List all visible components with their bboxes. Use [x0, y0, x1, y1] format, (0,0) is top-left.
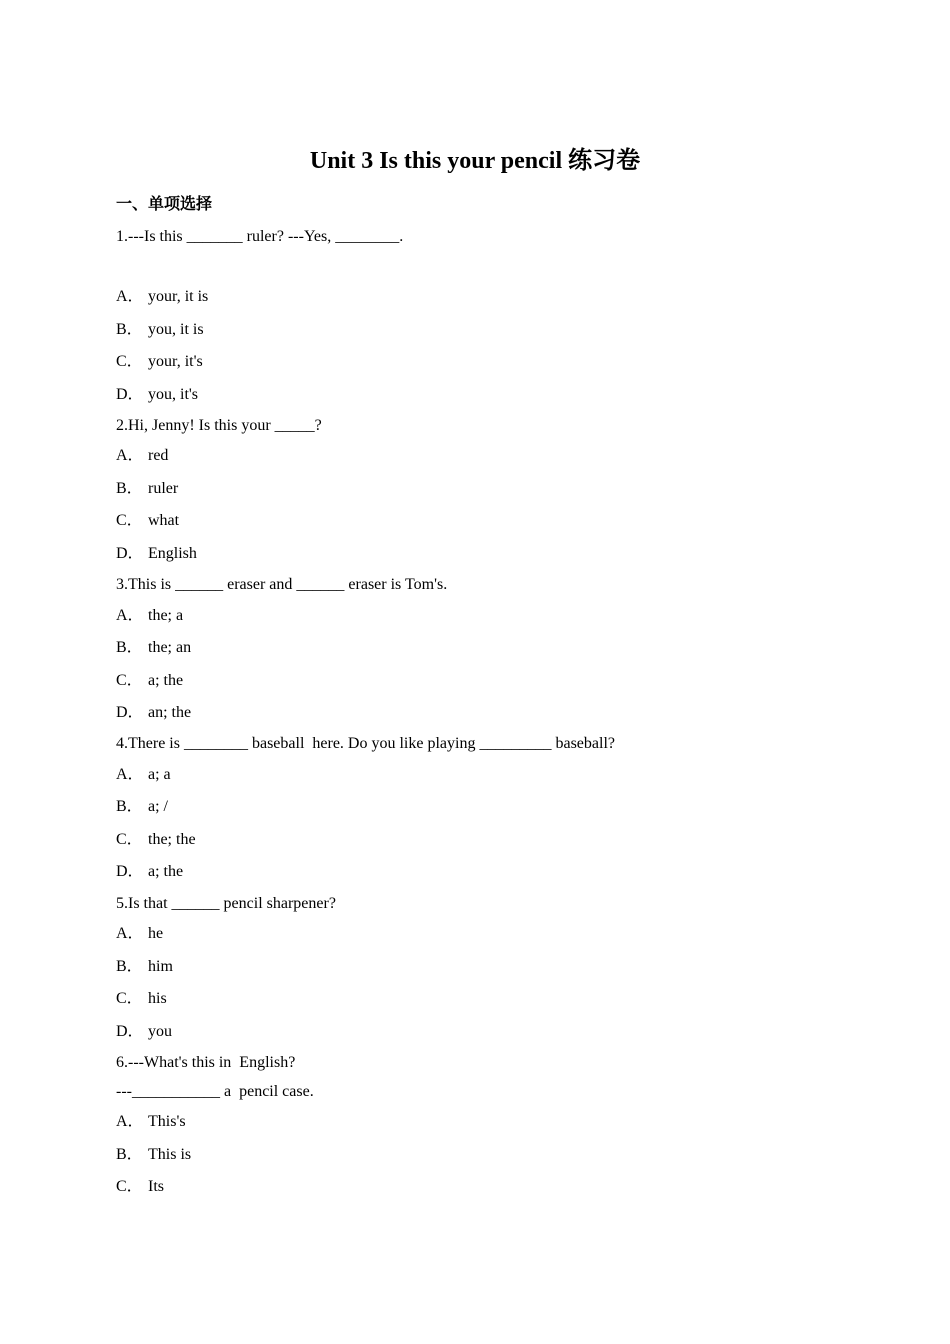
option-line — [116, 957, 173, 977]
option-text: you — [148, 1023, 172, 1040]
option-letter: A． — [116, 607, 144, 624]
option-letter: B． — [116, 321, 143, 338]
option-letter: D． — [116, 545, 144, 562]
option-text: red — [148, 447, 169, 464]
option-letter: C． — [116, 353, 143, 370]
option-text: the; the — [148, 831, 196, 848]
question-stem: 6.---What's this in English? — [116, 1054, 296, 1071]
option-line — [116, 1145, 191, 1165]
option-letter: B． — [116, 639, 143, 656]
option-line — [116, 671, 183, 691]
option-letter: C． — [116, 512, 143, 529]
option-letter: D． — [116, 386, 144, 403]
option-text: what — [148, 512, 180, 529]
option-letter: B． — [116, 1146, 143, 1163]
option-text: your, it is — [148, 288, 209, 305]
option-text: a; a — [148, 766, 171, 783]
option-text: This is — [148, 1146, 192, 1163]
option-line — [116, 320, 204, 340]
option-text: you, it is — [148, 321, 204, 338]
option-line — [116, 1112, 186, 1132]
option-line — [116, 606, 183, 626]
option-line — [116, 765, 171, 785]
section-heading: 一、单项选择 — [116, 194, 213, 213]
option-line — [116, 924, 163, 944]
option-letter: A． — [116, 1113, 144, 1130]
option-text: him — [148, 958, 173, 975]
question-stem: 1.---Is this _______ ruler? ---Yes, ________. — [116, 228, 404, 245]
option-text: his — [148, 990, 167, 1007]
option-letter: D． — [116, 704, 144, 721]
option-line — [116, 511, 179, 531]
option-letter: A． — [116, 447, 144, 464]
question-stem: 5.Is that ______ pencil sharpener? — [116, 895, 336, 912]
option-text: English — [148, 545, 197, 562]
option-line — [116, 703, 191, 723]
option-letter: D． — [116, 1023, 144, 1040]
option-letter: A． — [116, 766, 144, 783]
option-line — [116, 479, 178, 499]
option-letter: B． — [116, 958, 143, 975]
option-letter: D． — [116, 863, 144, 880]
option-text: an; the — [148, 704, 192, 721]
option-line — [116, 989, 167, 1009]
option-line — [116, 638, 191, 658]
question-stem: 4.There is ________ baseball here. Do you like playing _________ baseball? — [116, 735, 615, 752]
option-line — [116, 830, 196, 850]
option-text: Its — [148, 1178, 164, 1195]
option-letter: A． — [116, 925, 144, 942]
option-text: ruler — [148, 480, 179, 497]
question-stem: ---___________ a pencil case. — [116, 1083, 314, 1100]
question-stem: 3.This is ______ eraser and ______ eraser is Tom's. — [116, 576, 448, 593]
option-text: you, it's — [148, 386, 198, 403]
option-line — [116, 352, 203, 372]
option-letter: C． — [116, 990, 143, 1007]
option-text: a; the — [148, 672, 184, 689]
option-line — [116, 385, 198, 405]
option-letter: B． — [116, 480, 143, 497]
option-text: the; an — [148, 639, 192, 656]
option-text: the; a — [148, 607, 184, 624]
option-text: your, it's — [148, 353, 203, 370]
option-text: he — [148, 925, 164, 942]
option-letter: A． — [116, 288, 144, 305]
option-letter: C． — [116, 1178, 143, 1195]
option-line — [116, 797, 168, 817]
option-line — [116, 1022, 172, 1042]
option-letter: C． — [116, 831, 143, 848]
question-stem: 2.Hi, Jenny! Is this your _____? — [116, 417, 322, 434]
option-line — [116, 287, 208, 307]
option-text: a; / — [148, 798, 168, 815]
option-line — [116, 1177, 164, 1197]
option-line — [116, 862, 183, 882]
option-line — [116, 446, 168, 466]
option-text: This's — [148, 1113, 186, 1130]
option-text: a; the — [148, 863, 184, 880]
page-title: Unit 3 Is this your pencil 练习卷 — [309, 148, 641, 174]
option-letter: C． — [116, 672, 143, 689]
option-line — [116, 544, 197, 564]
option-letter: B． — [116, 798, 143, 815]
